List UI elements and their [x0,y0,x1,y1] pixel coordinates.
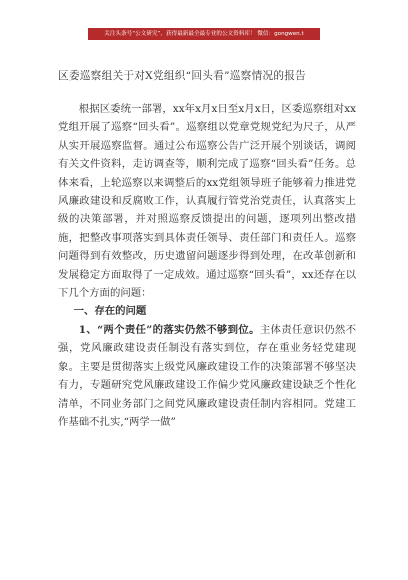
section-heading: 一、存在的问题 [73,305,147,318]
promo-banner: 关注头条号“公文研究”，获得最新最全最专业的公文资料库！ 微信：gongwen.t [88,28,320,40]
intro-paragraph: 根据区委统一部署，xx年x月x日至x月x日，区委巡察组对xx党组开展了巡察“回头看”。巡察组以党章党规党纪为尺子，从严从实开展巡察监督。通过公布巡察公告广泛开展个别谈话，调阅有关文件资料，走访调查等，顺利完成了巡察“回头看”任务。总体来看，上轮巡察以来调整后的xx党组领导班子能够着力推进党风廉政建设和反腐败工作，认真履行管党治党责任，认真落实上级的决策部署，并对照巡察反馈提出的问题，逐项列出整改措施，把整改事项落实到具体责任领导、责任部门和责任人。巡察问题得到有效整改，历史遗留问题逐步得到处理，在改革创新和发展稳定方面取得了一定成效。通过巡察“回头看”，xx还存在以下几个方面的问题： [58,103,356,300]
document-body [58,100,356,431]
point-text: 主体责任意识仍然不强，党风廉政建设责任制没有落实到位，存在重业务轻党建现象。主要是贯彻落实上级党风廉政建设工作的决策部署不够坚决有力，专题研究党风廉政建设工作偏少党风廉政建设缺乏个性化清单，不同业务部门之间党风廉政建设责任制内容相同。党建工作基础不扎实,“两学一做” [58,323,357,428]
point-label: 1、“两个责任”的落实仍然不够到位。 [78,323,260,336]
document-title: 区委巡察组关于对X党组织“回头看”巡察情况的报告 [58,70,307,82]
point-paragraph [58,321,356,431]
